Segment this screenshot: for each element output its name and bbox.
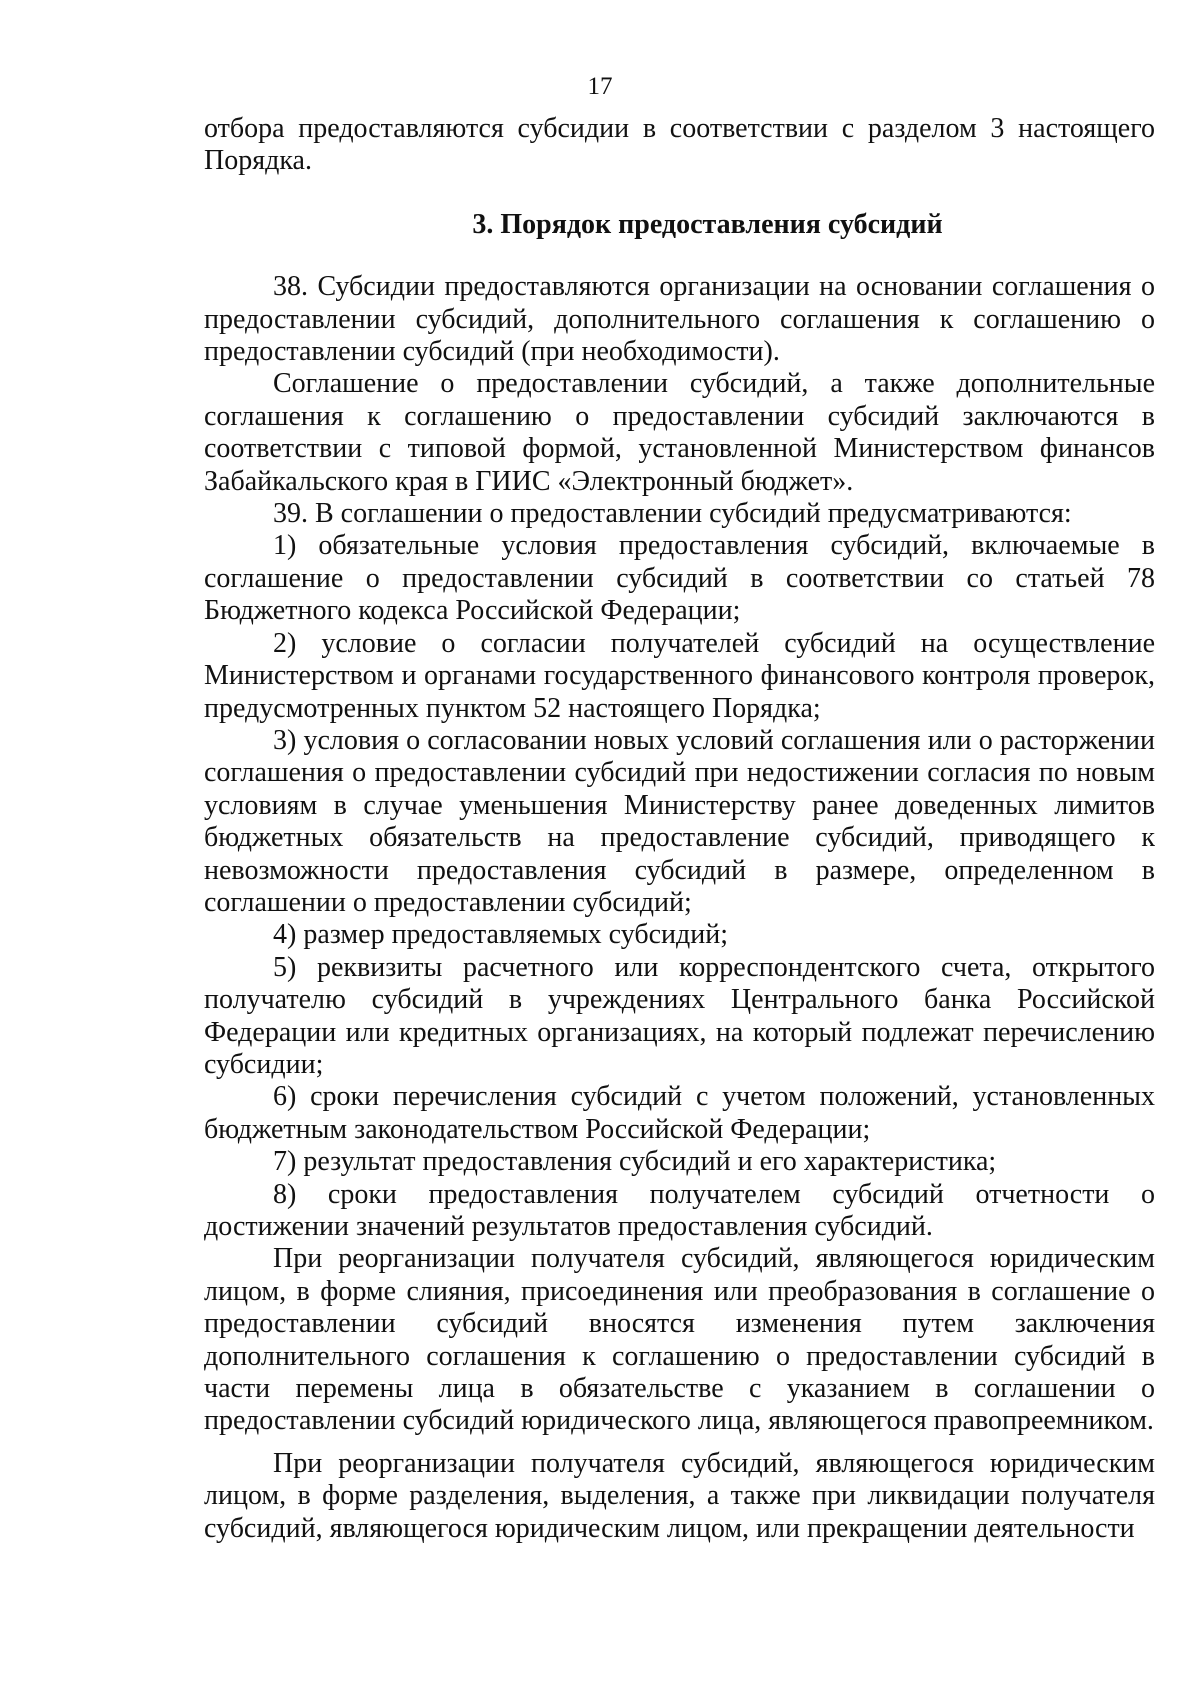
paragraph-reorganization-division: При реорганизации получателя субсидий, являющегося юридическим лицом, в форме разделения, выделения, а также при ликвидации получателя субсидий, являющегося юридическим лицом, или прекращении деятельности: [204, 1447, 1155, 1544]
paragraph-39: 39. В соглашении о предоставлении субсидий предусматриваются:: [273, 498, 1072, 530]
paragraph-agreement-form: Соглашение о предоставлении субсидий, а также дополнительные соглашения к соглашению о предоставлении субсидий заключаются в соответствии с типовой формой, установленной Министерством финансов Забайкальского края в ГИИС «Электронный бюджет».: [204, 368, 1155, 497]
list-item-3: 3) условия о согласовании новых условий соглашения или о расторжении соглашения о предоставлении субсидий при недостижении согласия по новым условиям в случае уменьшения Министерству ранее доведенных лимитов бюджетных обязательств на предоставление субсидий, приводящего к невозможности предоставления субсидий в размере, определенном в соглашении о предоставлении субсидий;: [204, 724, 1155, 918]
list-item-6: 6) сроки перечисления субсидий с учетом положений, установленных бюджетным законодательством Российской Федерации;: [204, 1081, 1155, 1145]
paragraph-reorganization-merger: При реорганизации получателя субсидий, являющегося юридическим лицом, в форме слияния, присоединения или преобразования в соглашение о предоставлении субсидий вносятся изменения путем заключения дополнительного соглашения к соглашению о предоставлении субсидий в части перемены лица в обязательстве с указанием в соглашении о предоставлении субсидий юридического лица, являющегося правопреемником.: [204, 1243, 1155, 1437]
list-item-8: 8) сроки предоставления получателем субсидий отчетности о достижении значений результатов предоставления субсидий.: [204, 1178, 1155, 1242]
section-title: 3. Порядок предоставления субсидий: [472, 208, 943, 240]
list-item-7: 7) результат предоставления субсидий и его характеристика;: [273, 1146, 997, 1178]
list-item-1: 1) обязательные условия предоставления субсидий, включаемые в соглашение о предоставлении субсидий в соответствии со статьей 78 Бюджетного кодекса Российской Федерации;: [204, 530, 1155, 627]
list-item-5: 5) реквизиты расчетного или корреспондентского счета, открытого получателю субсидий в учреждениях Центрального банка Российской Федерации или кредитных организациях, на который подлежат перечислению субсидии;: [204, 951, 1155, 1080]
document-body: [204, 113, 1155, 1545]
list-item-4: 4) размер предоставляемых субсидий;: [273, 919, 728, 951]
list-item-2: 2) условие о согласии получателей субсидий на осуществление Министерством и органами государственного финансового контроля проверок, предусмотренных пунктом 52 настоящего Порядка;: [204, 627, 1155, 724]
continuation-paragraph: отбора предоставляются субсидии в соответствии с разделом 3 настоящего Порядка.: [204, 113, 1155, 177]
page-number: 17: [587, 73, 613, 100]
paragraph-38: 38. Субсидии предоставляются организации на основании соглашения о предоставлении субсидий, дополнительного соглашения к соглашению о предоставлении субсидий (при необходимости).: [204, 271, 1155, 368]
